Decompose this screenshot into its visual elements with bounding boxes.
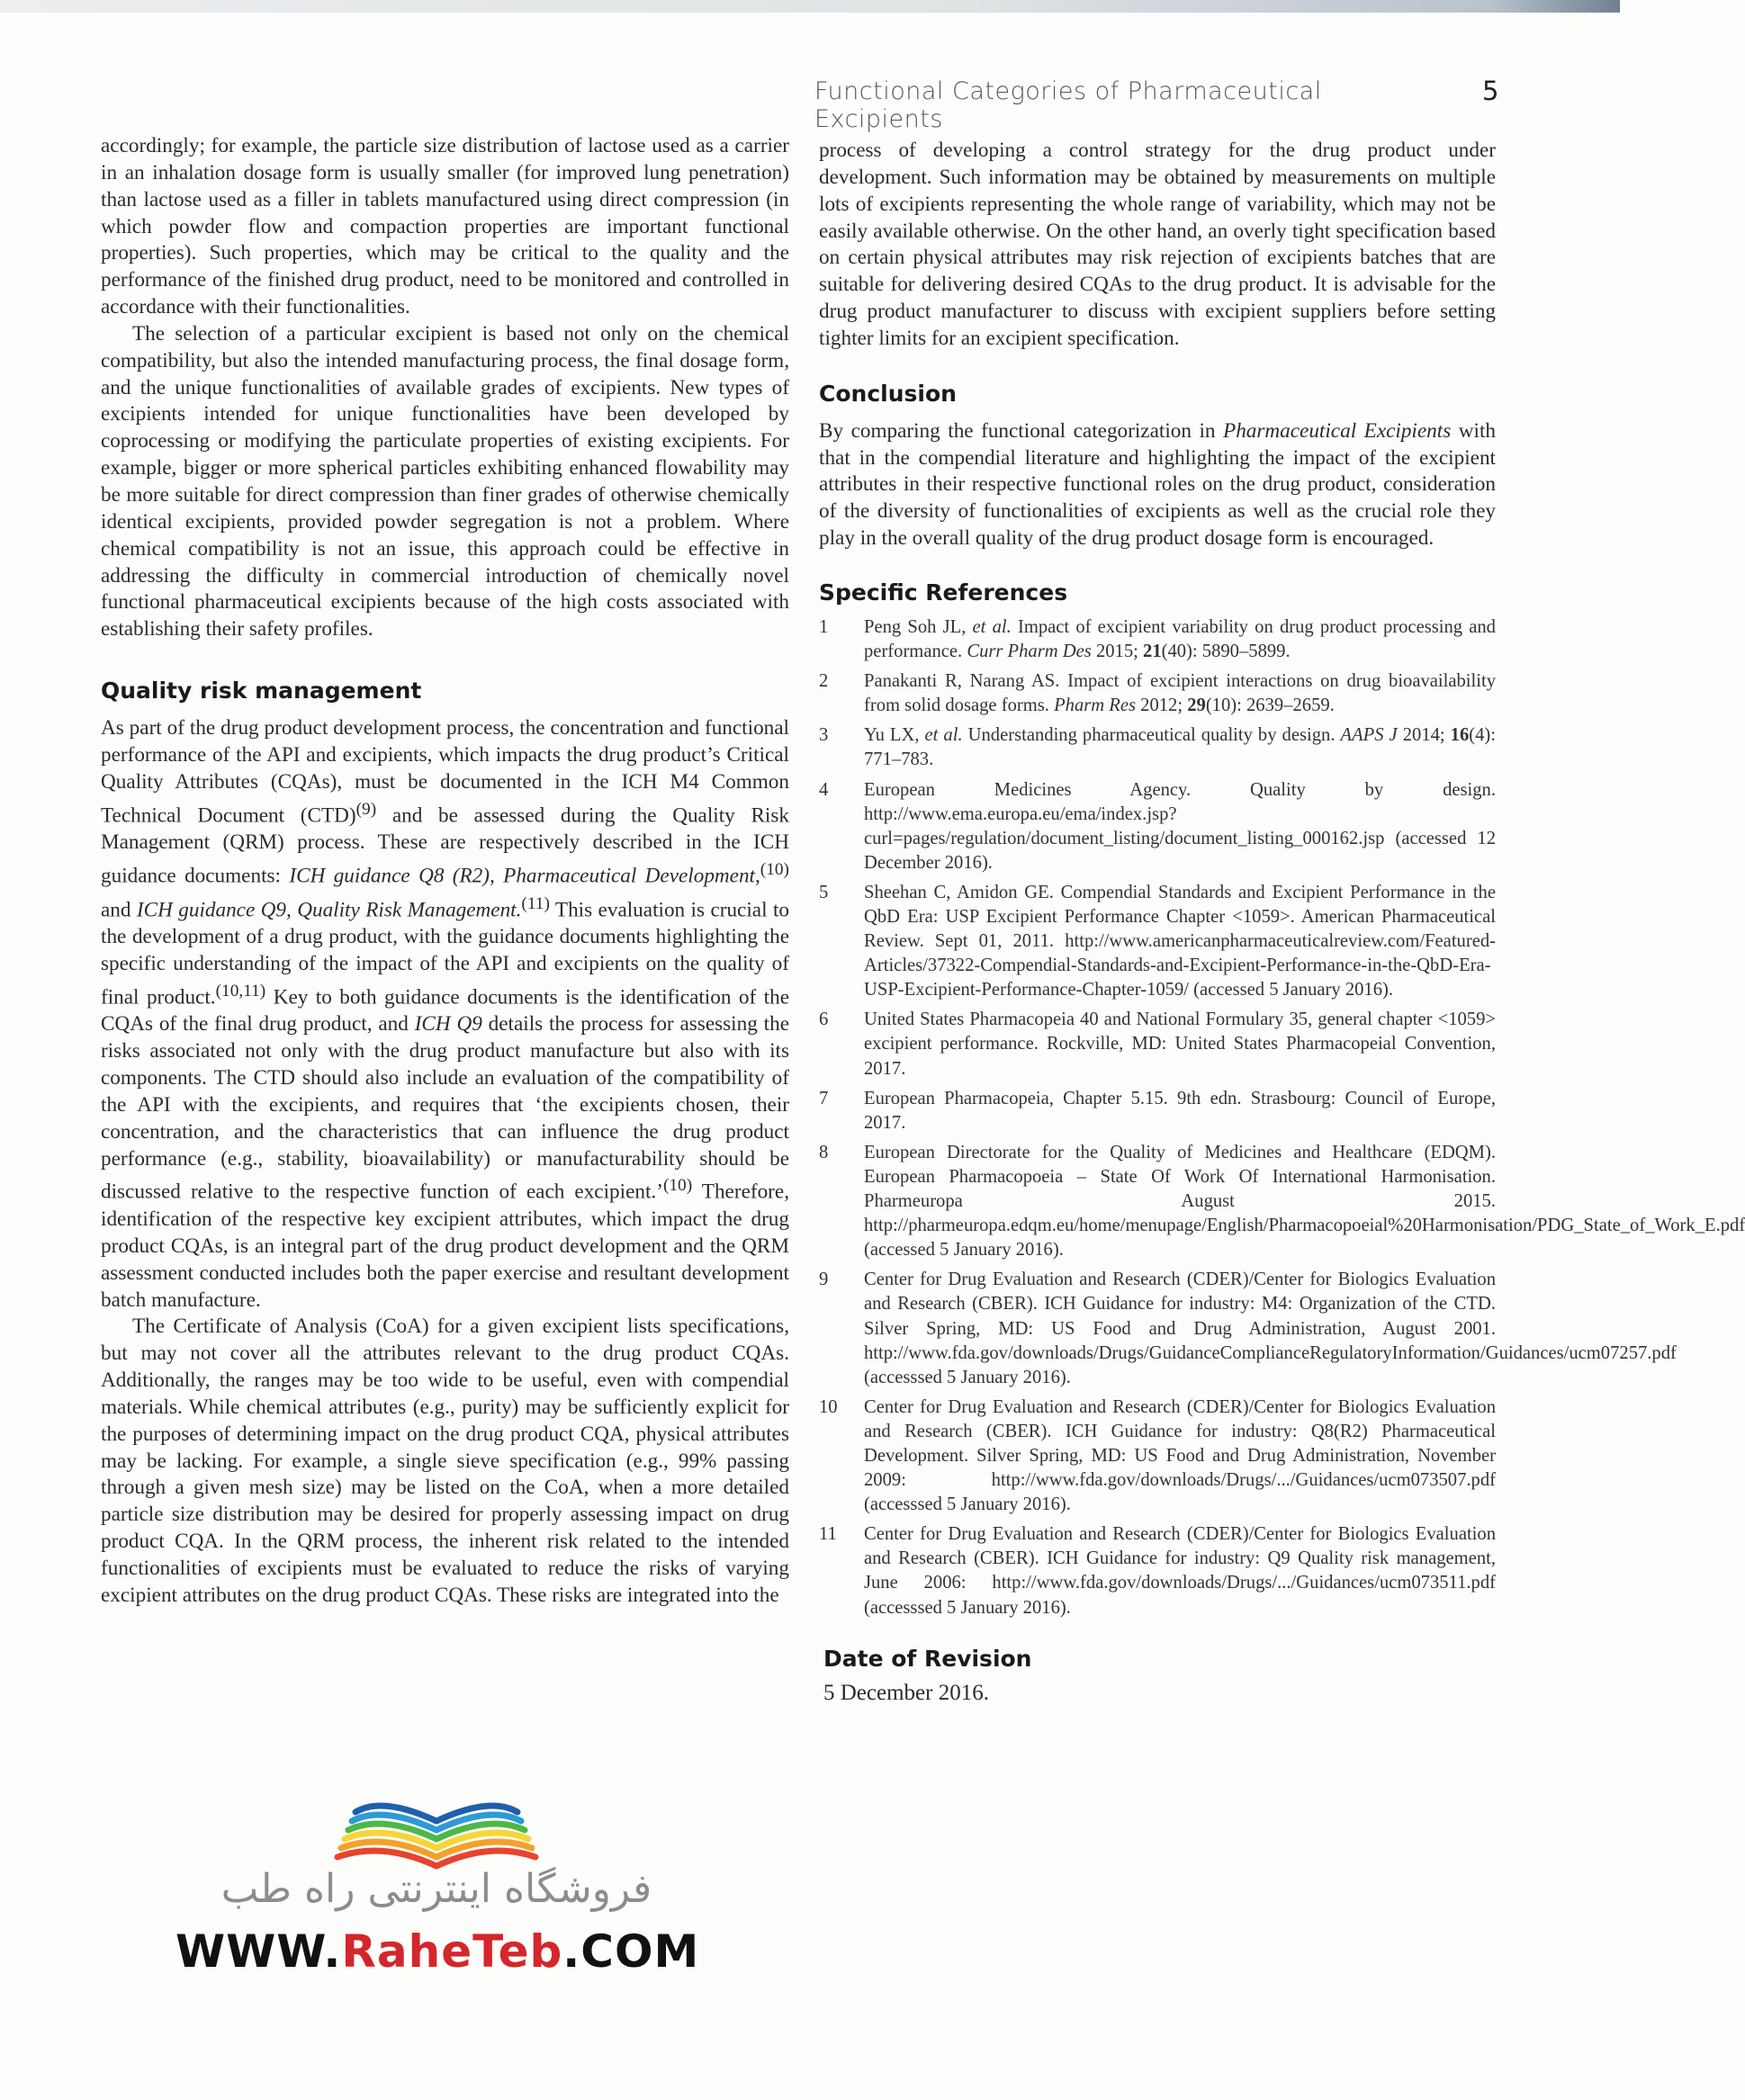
reference-number: 7 — [819, 1088, 829, 1108]
reference-item: 7 European Pharmacopeia, Chapter 5.15. 9th edn. Strasbourg: Council of Europe, 2017. — [819, 1088, 1496, 1133]
citation: (11) — [521, 893, 550, 913]
reference-number: 10 — [819, 1396, 838, 1417]
book-fan-icon — [328, 1790, 544, 1871]
reference-number: 4 — [819, 779, 829, 800]
citation: (9) — [355, 799, 377, 819]
reference-item: 5 Sheehan C, Amidon GE. Compendial Standards and Excipient Performance in the QbD Era: USP Excipient Performance Chapter <1059>. American Pharmaceutical Review. Sept 01, 2011. http://www.americanpharmaceuticalreview.com/Featured-Articles/37322-Compendial-Standards-and-Excipient-Performance-in-the-QbD-Era-USP-Excipient-Performance-Chapter-1059/ (accessed 5 January 2016). — [819, 882, 1496, 1001]
paragraph: accordingly; for example, the particle size distribution of lactose used as a carrier in an inhalation dosage form is usually smaller (for improved lung penetration) than lactose used as a filler in tablets manufactured using direct compression (in which powder flow and compaction properties are important functional properties). Such properties, which may be critical to the quality and the performance of the finished drug product, need to be monitored and controlled in accordance with their functionalities. — [101, 134, 789, 319]
paragraph-quality-risk: As part of the drug product development process, the concentration and functional performance of the API and excipients, which impacts the drug product’s Critical Quality Attributes (CQAs), must be documented in the ICH M4 Common Technical Document (CTD)$^{(9)}$ and be assessed during the Quality Risk Management (QRM) process. These are respectively described in the ICH guidance documents: ICH guidance Q8 (R2), Pharmaceutical Development,$^{(10)}$ and ICH guidance Q9, Quality Risk Management.$^{(11)}$ This evaluation is crucial to the development of a drug product, with the guidance documents highlighting the specific understanding of the impact of the API and excipients on the quality of final product.$^{(10,11)}$ Key to both guidance documents is the identification of the CQAs of the final drug product, and ICH Q9 details the process for assessing the risks associated not only with the drug product manufacture but also with its components. The CTD should also include an evaluation of the compatibility of the API with the excipients, and requires that ‘the excipients chosen, their concentration, and the characteristics that can influence the drug product performance (e.g., stability, bioavailability) or manufacturability should be discussed relative to the respective function of each excipient.’$^{(10)}$ Therefore, identification of the respective key excipient attributes, which impact the drug product CQAs, is an integral part of the drug product development and the QRM assessment conducted includes both the paper exercise and resultant development batch manufacture. — [101, 716, 789, 1312]
citation: (10) — [760, 859, 789, 879]
reference-number: 3 — [819, 725, 829, 746]
reference-item: 9 Center for Drug Evaluation and Research (CDER)/Center for Biologics Evaluation and Research (CBER). ICH Guidance for industry: M4: Organization of the CTD. Silver Spring, MD: US Food and Drug Administration, August 2001. http://www.fda.gov/downloads/Drugs/GuidanceComplianceRegulatoryInformation/Guidances/ucm07257.pdf (accesssed 5 January 2016). — [819, 1270, 1677, 1387]
reference-number: 2 — [819, 671, 829, 692]
paragraph: The selection of a particular excipient is based not only on the chemical compatibility, but also the intended manufacturing process, the final dosage form, and the unique functionalities of available grades of excipients. New types of excipients intended for unique functionalities have been developed by coprocessing or modifying the particulate properties of existing excipients. For example, bigger or more spherical particles exhibiting enhanced flowability may be more suitable for direct compression than finer grades of otherwise chemically identical excipients, provided powder segregation is not a problem. Where chemical compatibility is not an issue, this approach could be effective in addressing the difficulty in commercial introduction of chemically novel functional pharmaceutical excipients because of the high costs associated with establishing their safety profiles. — [101, 321, 789, 642]
page-number: 5 — [1482, 76, 1499, 106]
section-heading-quality-risk-management: Quality risk management — [101, 678, 422, 704]
reference-item: 10 Center for Drug Evaluation and Research (CDER)/Center for Biologics Evaluation and Research (CBER). ICH Guidance for industry: Q8(R2) Pharmaceutical Development. Silver Spring, MD: US Food and Drug Administration, November 2009: http://www.fda.gov/downloads/Drugs/.../Guidances/ucm073507.pdf (accesssed 5 January 2016). — [819, 1396, 1496, 1515]
reference-list — [819, 615, 1745, 1620]
reference-number: 6 — [819, 1010, 829, 1030]
right-column — [819, 138, 1745, 1706]
watermark-logo — [175, 1790, 700, 1979]
reference-item: 8 European Directorate for the Quality of Medicines and Healthcare (EDQM). European Pharmacopoeia – State Of Work Of International Harmonisation. Pharmeuropa August 2015. http://pharmeuropa.edqm.eu/home/menupage/English/Pharmacopoeial%20Harmonisation/PDG_State_of_Work_E.pdf (accessed 5 January 2016). — [819, 1142, 1745, 1261]
reference-item: 3 Yu LX, et al. Understanding pharmaceutical quality by design. AAPS J 2014; 16(4): 771–783. — [819, 725, 1496, 770]
watermark-persian-text: فروشگاه اینترنتی راه طب — [220, 1866, 652, 1912]
reference-item: 11 Center for Drug Evaluation and Research (CDER)/Center for Biologics Evaluation and Research (CBER). ICH Guidance for industry: Q9 Quality risk management, June 2006: http://www.fda.gov/downloads/Drugs/.../Guidances/ucm073511.pdf (accesssed 5 January 2016). — [819, 1524, 1496, 1618]
reference-item: 1 Peng Soh JL, et al. Impact of excipient variability on drug product processing and performance. Curr Pharm Des 2015; 21(40): 5890–5899. — [819, 616, 1496, 662]
left-column — [101, 133, 789, 1610]
reference-item: 6 United States Pharmacopeia 40 and National Formulary 35, general chapter <1059> excipient performance. Rockville, MD: United States Pharmacopeial Convention, 2017. — [819, 1010, 1496, 1079]
section-heading-conclusion: Conclusion — [819, 380, 957, 407]
section-heading-date-of-revision: Date of Revision — [823, 1645, 1032, 1672]
section-heading-specific-references: Specific References — [819, 579, 1068, 606]
running-head: Functional Categories of Pharmaceutical Excipients — [814, 77, 1322, 133]
top-edge-strip — [0, 0, 1620, 13]
paragraph: The Certificate of Analysis (CoA) for a given excipient lists specifications, but may not cover all the attributes relevant to the drug product CQAs. Additionally, the ranges may be too wide to be useful, even with compendial materials. While chemical attributes (e.g., purity) may be sufficiently explicit for the purposes of determining impact on the drug product CQA, physical attributes may be lacking. For example, a single sieve specification (e.g., 99% passing through a given mesh size) may be listed on the CoA, when a more detailed particle size distribution may be desired for properly assessing impact on drug product CQA. In the QRM process, the inherent risk related to the intended functionalities of excipients must be evaluated to reduce the risks of varying excipient attributes on the drug product CQAs. These risks are integrated into the — [101, 1315, 789, 1607]
reference-item: 2 Panakanti R, Narang AS. Impact of excipient interactions on drug bioavailability from solid dosage forms. Pharm Res 2012; 29(10): 2639–2659. — [819, 671, 1496, 716]
watermark-url: WWW.RaheTeb.COM — [175, 1925, 700, 1978]
reference-number: 8 — [819, 1142, 829, 1162]
citation: (10,11) — [215, 981, 266, 1001]
reference-number: 5 — [819, 882, 829, 902]
reference-number: 1 — [819, 616, 829, 637]
reference-number: 11 — [819, 1524, 837, 1545]
citation: (10) — [662, 1176, 693, 1196]
paragraph-conclusion: By comparing the functional categorization in Pharmaceutical Excipients with that in the compendial literature and highlighting the impact of the excipient attributes in their respective functional roles on the drug product, consideration of the diversity of functionalities of excipients as well as the crucial role they play in the overall quality of the drug product dosage form is encouraged. — [819, 418, 1496, 551]
reference-number: 9 — [819, 1270, 829, 1290]
revision-date: 5 December 2016. — [823, 1680, 989, 1705]
paragraph: process of developing a control strategy for the drug product under development. Such information may be obtained by measurements on multiple lots of excipients representing the whole range of variability, which may not be easily available otherwise. On the other hand, an overly tight specification based on certain physical attributes may risk rejection of excipients batches that are suitable for delivering desired CQAs to the drug product. It is advisable for the drug product manufacturer to discuss with excipient suppliers before setting tighter limits for an excipient specification. — [819, 139, 1496, 350]
reference-item: 4 European Medicines Agency. Quality by design. http://www.ema.europa.eu/ema/index.jsp?curl=pages/regulation/document_listing/document_listing_000162.jsp (accessed 12 December 2016). — [819, 779, 1496, 873]
